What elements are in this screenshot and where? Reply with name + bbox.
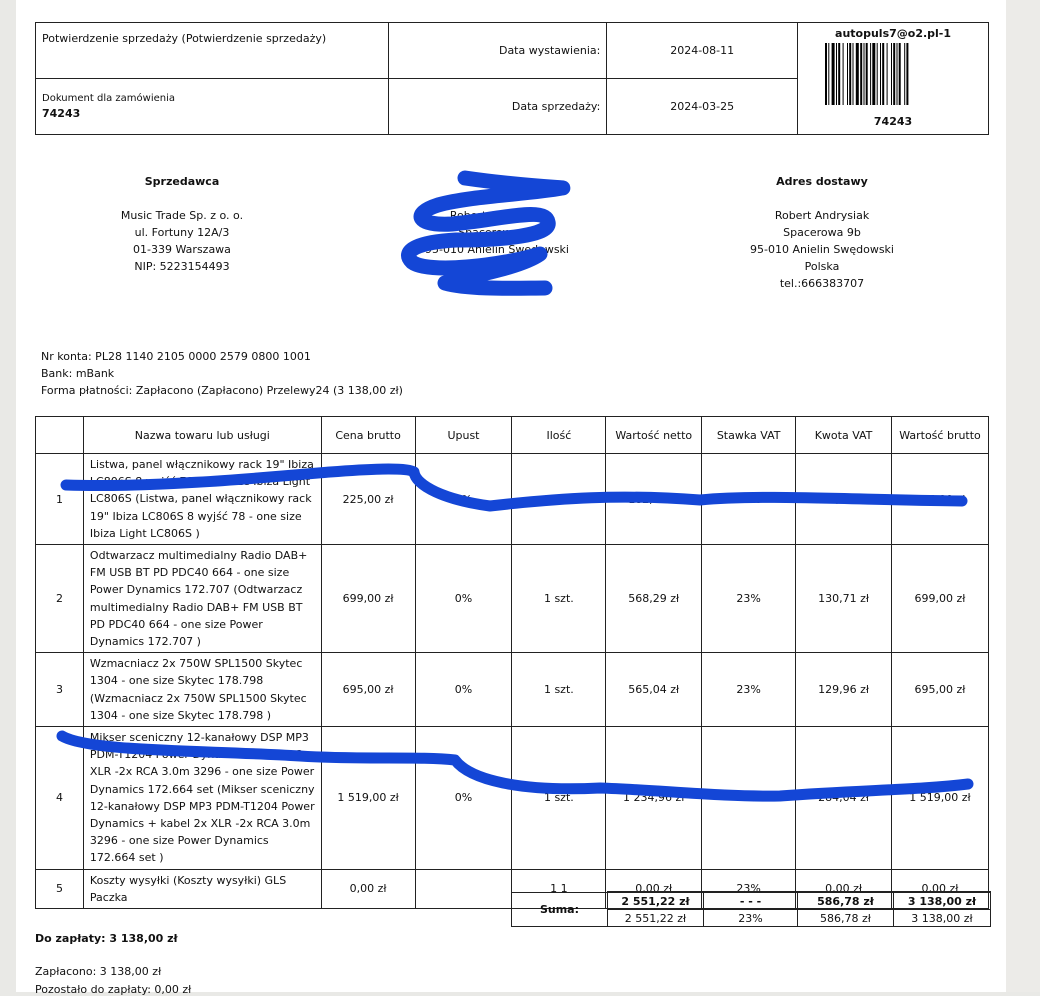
row-lp: 2 [36, 545, 84, 653]
col-header: Upust [415, 417, 512, 454]
seller-heading: Sprzedawca [144, 175, 220, 188]
row-lp: 1 [36, 454, 84, 545]
sum-rate-vat: 586,78 zł [798, 910, 894, 927]
row-vat: 42,07 zł [796, 454, 892, 545]
row-vat-rate: 23% [702, 869, 796, 908]
row-vat: 130,71 zł [796, 545, 892, 653]
row-gross: 695,00 zł [892, 653, 989, 727]
row-lp: 3 [36, 653, 84, 727]
sum-rate-vat-rate: 23% [704, 910, 798, 927]
row-vat-rate: 23% [702, 545, 796, 653]
amount-to-pay: Do zapłaty: 3 138,00 zł [35, 932, 178, 945]
order-number: 74243 [42, 107, 81, 120]
row-vat-rate: 23% [702, 727, 796, 870]
row-price: 1 519,00 zł [321, 727, 415, 870]
seller-line: 01-339 Warszawa [133, 243, 231, 256]
seller-line: Music Trade Sp. z o. o. [120, 209, 244, 222]
row-net: 0,00 zł [606, 869, 702, 908]
row-discount: 0% [415, 545, 512, 653]
col-header: Ilość [512, 417, 606, 454]
row-vat-rate: 23% [702, 454, 796, 545]
row-discount: 0% [415, 653, 512, 727]
delivery-line: 95-010 Anielin Swędowski [750, 243, 894, 256]
row-discount: 0% [415, 454, 512, 545]
buyer-heading: Nabywca [469, 175, 525, 188]
row-qty: 1 szt. [512, 454, 606, 545]
row-price: 225,00 zł [321, 454, 415, 545]
row-net: 182,93 zł [606, 454, 702, 545]
sale-date-label: Data sprzedaży: [388, 79, 607, 135]
row-gross: 699,00 zł [892, 545, 989, 653]
issue-date-label: Data wystawienia: [388, 23, 607, 79]
buyer-line: 95-010 Anielin Swędowski [425, 243, 569, 256]
col-header: Wartość brutto [892, 417, 989, 454]
col-header: Wartość netto [606, 417, 702, 454]
delivery-line: Polska [804, 260, 840, 273]
delivery-line: tel.:666383707 [779, 277, 865, 290]
sum-total-net: 2 551,22 zł [608, 892, 704, 910]
row-discount: 0% [415, 727, 512, 870]
row-gross: 0,00 zł [892, 869, 989, 908]
bank-account: Nr konta: PL28 1140 2105 0000 2579 0800 1001 [41, 350, 311, 363]
row-gross: 225,00 zł [892, 454, 989, 545]
barcode-number: 74243 [873, 115, 913, 128]
row-qty: 1 szt. [512, 653, 606, 727]
delivery-line: Robert Andrysiak [774, 209, 870, 222]
seller-line: ul. Fortuny 12A/3 [134, 226, 230, 239]
delivery-heading: Adres dostawy [776, 175, 868, 188]
row-name: Listwa, panel włącznikowy rack 19" Ibiza LC806S 8 wyjść 78 - one size Ibiza Light LC806S (Listwa, panel włącznikowy rack 19" Ibiza LC806S 8 wyjść 78 - one size Ibiza Light LC806S ) [83, 454, 321, 545]
order-label: Dokument dla zamówienia [42, 93, 175, 104]
row-vat: 0,00 zł [796, 869, 892, 908]
row-qty: 1 szt. [512, 545, 606, 653]
buyer-line: Robert Andrysiak [449, 209, 545, 222]
buyer-redaction-scribble [409, 178, 563, 288]
row-name: Wzmacniacz 2x 750W SPL1500 Skytec 1304 - one size Skytec 178.798 (Wzmacniacz 2x 750W SPL1500 Skytec 1304 - one size Skytec 178.798 ) [83, 653, 321, 727]
row-price: 695,00 zł [321, 653, 415, 727]
row-price: 0,00 zł [321, 869, 415, 908]
col-header: Cena brutto [321, 417, 415, 454]
buyer-line: Spacerowa 9b [458, 226, 536, 239]
col-header: Stawka VAT [702, 417, 796, 454]
row-qty: 1 szt. [512, 727, 606, 870]
row1-redaction-scribble [66, 469, 962, 506]
sum-rate-net: 2 551,22 zł [608, 910, 704, 927]
row4-redaction-scribble [62, 736, 968, 796]
sale-date-value: 2024-03-25 [607, 79, 798, 135]
sum-total-vat-rate: - - - [704, 892, 798, 910]
row-price: 699,00 zł [321, 545, 415, 653]
row-net: 565,04 zł [606, 653, 702, 727]
amount-paid: Zapłacono: 3 138,00 zł [35, 965, 162, 978]
sum-total-vat: 586,78 zł [798, 892, 894, 910]
sum-rate-gross: 3 138,00 zł [894, 910, 991, 927]
row-lp: 4 [36, 727, 84, 870]
customer-email: autopuls7@o2.pl-1 [835, 27, 952, 40]
bank-name: Bank: mBank [41, 367, 115, 380]
row-name: Mikser sceniczny 12-kanałowy DSP MP3 PDM-T1204 Power Dynamics + kabel 2x XLR -2x RCA 3.0m 3296 - one size Power Dynamics 172.664 set (Mikser sceniczny 12-kanałowy DSP MP3 PDM-T1204 Power Dynamics + kabel 2x XLR -2x RCA 3.0m 3296 - one size Power Dynamics 172.664 set ) [83, 727, 321, 870]
issue-date-value: 2024-08-11 [607, 23, 798, 79]
document-title: Potwierdzenie sprzedaży (Potwierdzenie sprzedaży) [36, 23, 389, 79]
row-name: Koszty wysyłki (Koszty wysyłki) GLS Paczka [83, 869, 321, 908]
sum-total-gross: 3 138,00 zł [894, 892, 991, 910]
delivery-line: Spacerowa 9b [783, 226, 861, 239]
row-vat: 129,96 zł [796, 653, 892, 727]
row-net: 1 234,96 zł [606, 727, 702, 870]
col-header: Nazwa towaru lub usługi [83, 417, 321, 454]
sum-label: Suma: [512, 892, 608, 927]
row-name: Odtwarzacz multimedialny Radio DAB+ FM USB BT PD PDC40 664 - one size Power Dynamics 172.707 (Odtwarzacz multimedialny Radio DAB+ FM USB BT PD PDC40 664 - one size Power Dynamics 172.707 ) [83, 545, 321, 653]
payment-method: Forma płatności: Zapłacono (Zapłacono) Przelewy24 (3 138,00 zł) [41, 384, 403, 397]
row-net: 568,29 zł [606, 545, 702, 653]
seller-line: NIP: 5223154493 [134, 260, 230, 273]
row-lp: 5 [36, 869, 84, 908]
row-vat: 284,04 zł [796, 727, 892, 870]
amount-remaining: Pozostało do zapłaty: 0,00 zł [35, 983, 192, 996]
col-header: Kwota VAT [796, 417, 892, 454]
row-qty: 1 1 [512, 869, 606, 908]
row-vat-rate: 23% [702, 653, 796, 727]
row-gross: 1 519,00 zł [892, 727, 989, 870]
